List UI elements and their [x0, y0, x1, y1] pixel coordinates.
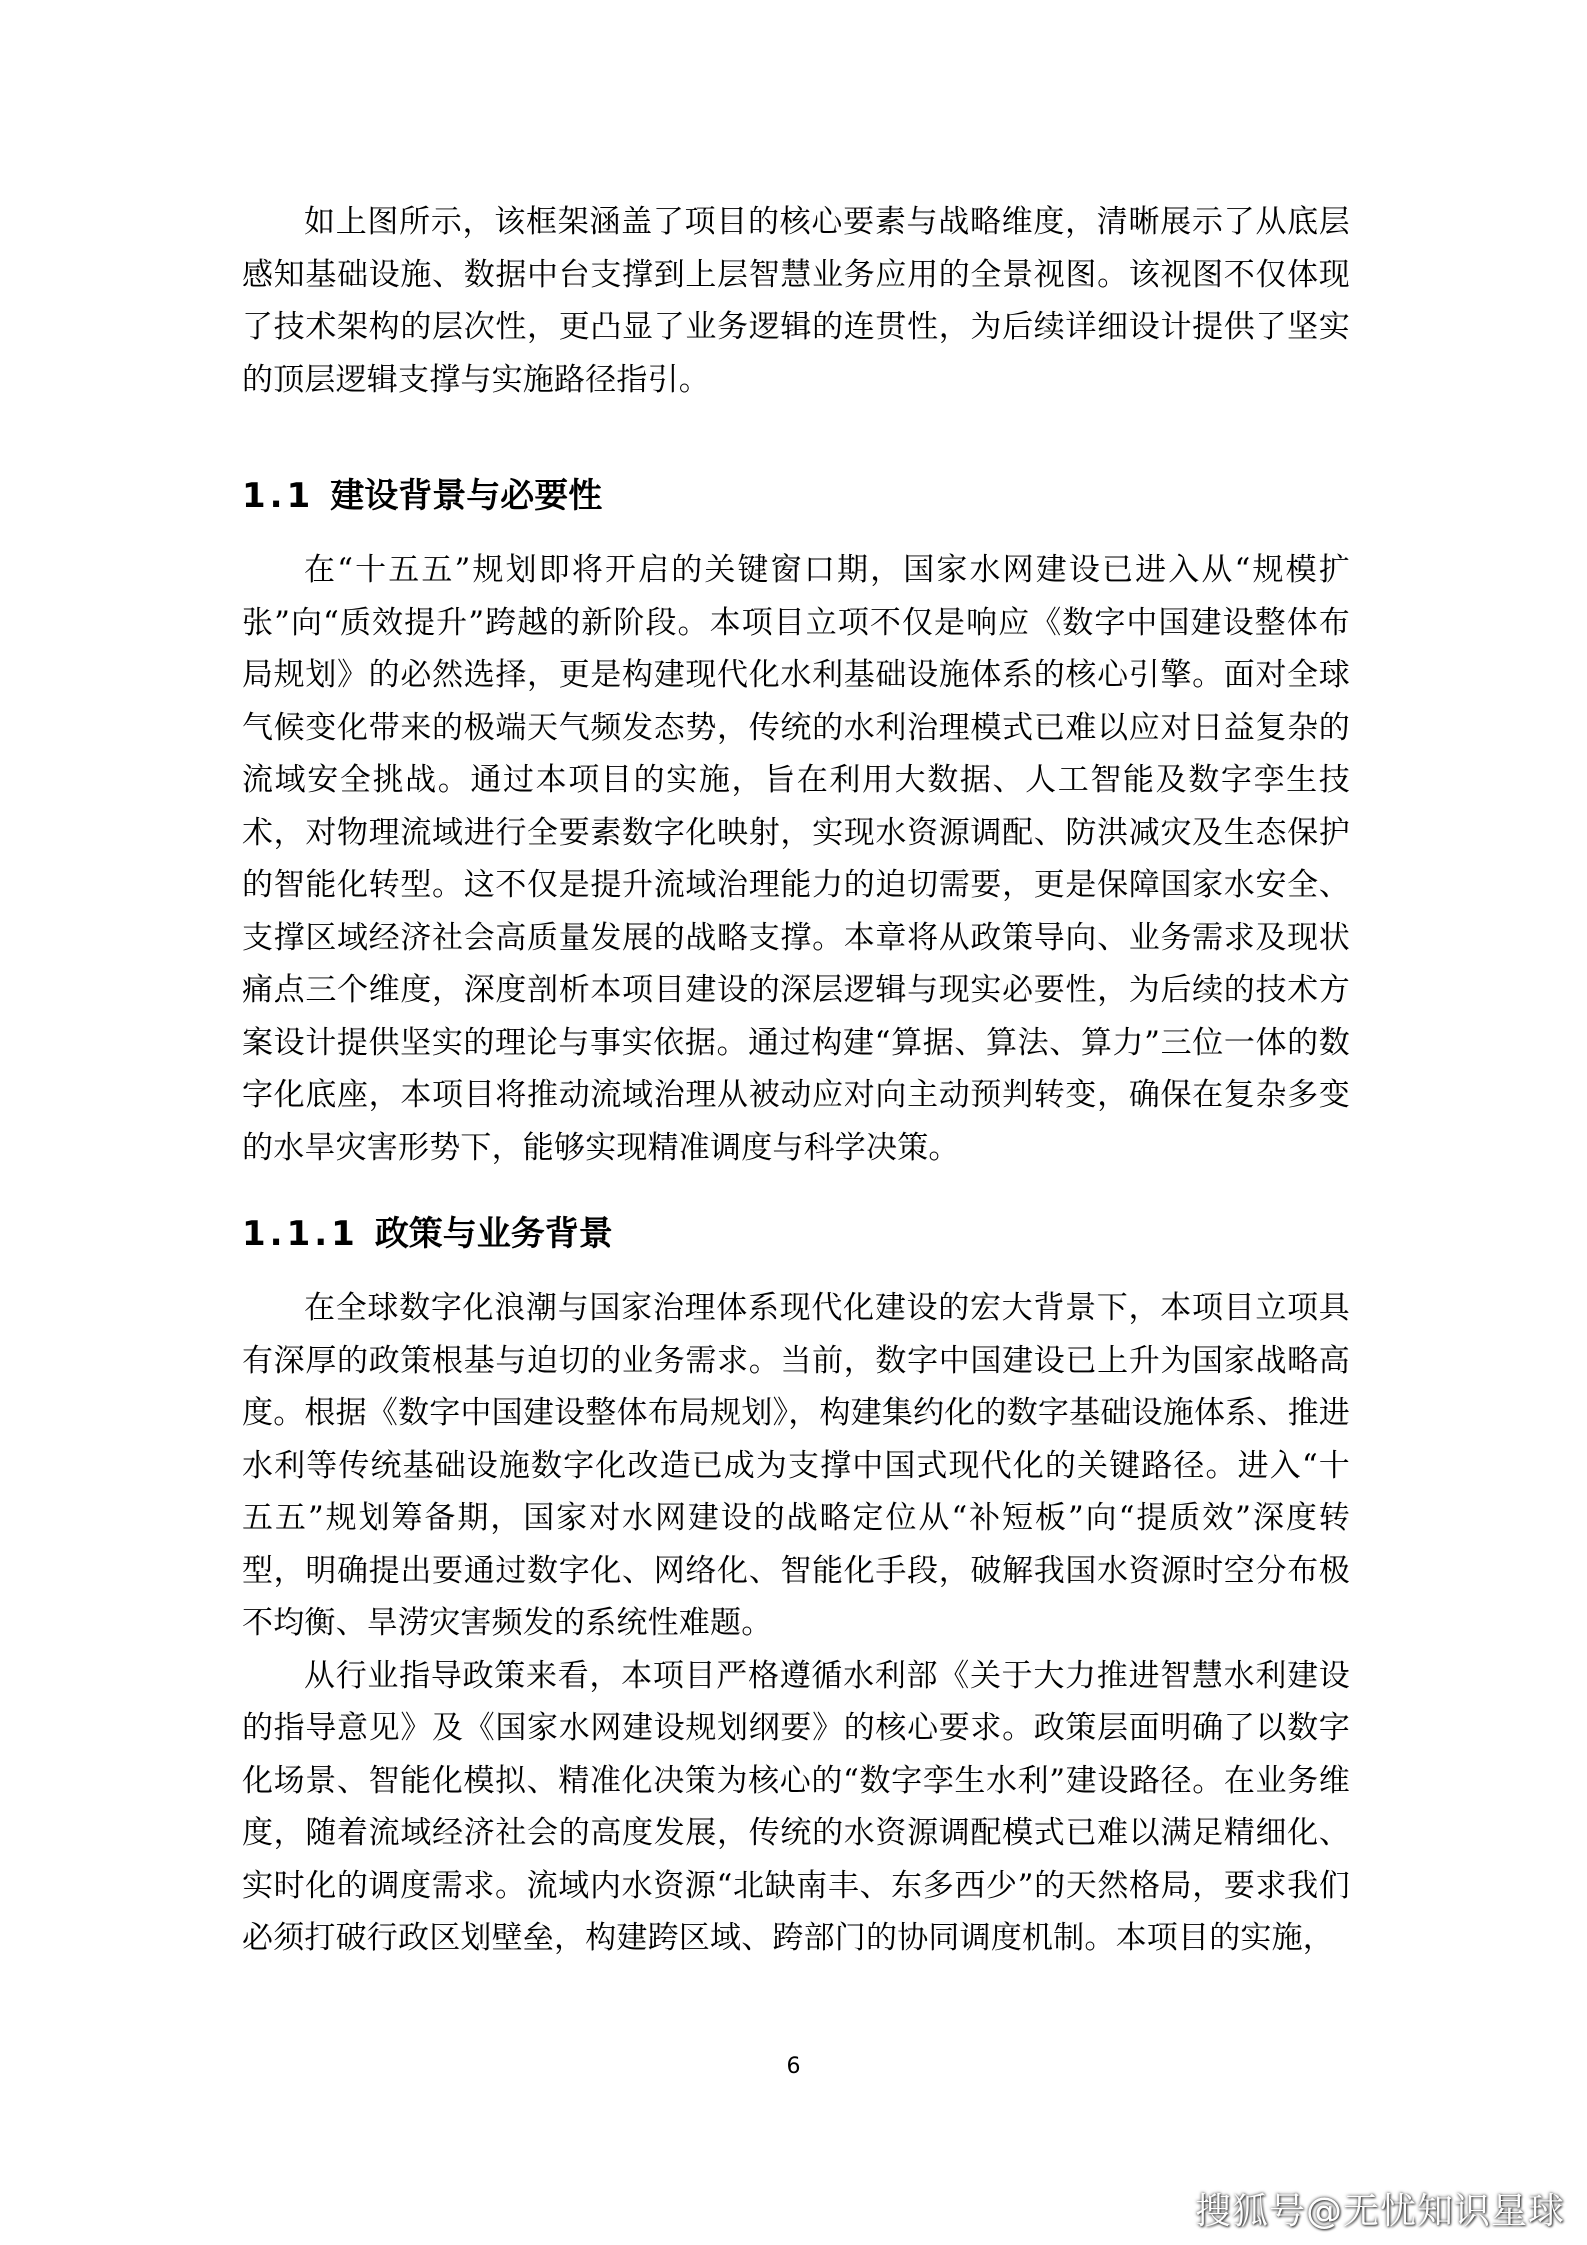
subsection-paragraph-2: 从行业指导政策来看，本项目严格遵循水利部《关于大力推进智慧水利建设的指导意见》及《国家水网建设规划纲要》的核心要求。政策层面明确了以数字化场景、智能化模拟、精准化决策为核心的“数字孪生水利”建设路径。在业务维度，随着流域经济社会的高度发展，传统的水资源调配模式已难以满足精细化、实时化的调度需求。流域内水资源“北缺南丰、东多西少”的天然格局，要求我们必须打破行政区划壁垒，构建跨区域、跨部门的协同调度机制。本项目的实施， [242, 1657, 1350, 1956]
intro-paragraph: 如上图所示，该框架涵盖了项目的核心要素与战略维度，清晰展示了从底层感知基础设施、数据中台支撑到上层智慧业务应用的全景视图。该视图不仅体现了技术架构的层次性，更凸显了业务逻辑的连贯性，为后续详细设计提供了坚实的顶层逻辑支撑与实施路径指引。 [242, 204, 1350, 398]
section-heading-1-1 [242, 470, 1350, 522]
subsection-number: 1.1.1 [242, 1214, 359, 1254]
section-title: 建设背景与必要性 [330, 476, 603, 516]
subsection-title: 政策与业务背景 [374, 1214, 613, 1254]
subsection-paragraph-1: 在全球数字化浪潮与国家治理体系现代化建设的宏大背景下，本项目立项具有深厚的政策根基与迫切的业务需求。当前，数字中国建设已上升为国家战略高度。根据《数字中国建设整体布局规划》，构建集约化的数字基础设施体系、推进水利等传统基础设施数字化改造已成为支撑中国式现代化的关键路径。进入“十五五”规划筹备期，国家对水网建设的战略定位从“补短板”向“提质效”深度转型，明确提出要通过数字化、网络化、智能化手段，破解我国水资源时空分布极不均衡、旱涝灾害频发的系统性难题。 [242, 1290, 1350, 1641]
section-1-1-paragraph: 在“十五五”规划即将开启的关键窗口期，国家水网建设已进入从“规模扩张”向“质效提升”跨越的新阶段。本项目立项不仅是响应《数字中国建设整体布局规划》的必然选择，更是构建现代化水利基础设施体系的核心引擎。面对全球气候变化带来的极端天气频发态势，传统的水利治理模式已难以应对日益复杂的流域安全挑战。通过本项目的实施，旨在利用大数据、人工智能及数字孪生技术，对物理流域进行全要素数字化映射，实现水资源调配、防洪减灾及生态保护的智能化转型。这不仅是提升流域治理能力的迫切需要，更是保障国家水安全、支撑区域经济社会高质量发展的战略支撑。本章将从政策导向、业务需求及现状痛点三个维度，深度剖析本项目建设的深层逻辑与现实必要性，为后续的技术方案设计提供坚实的理论与事实依据。通过构建“算据、算法、算力”三位一体的数字化底座，本项目将推动流域治理从被动应对向主动预判转变，确保在复杂多变的水旱灾害形势下，能够实现精准调度与科学决策。 [242, 552, 1350, 1166]
watermark: 搜狐号@无忧知识星球 [1194, 2191, 1565, 2232]
section-number: 1.1 [242, 476, 315, 516]
section-heading-1-1-1 [242, 1208, 1350, 1260]
page-content [242, 196, 1350, 1965]
page-number: 6 [786, 2054, 801, 2079]
